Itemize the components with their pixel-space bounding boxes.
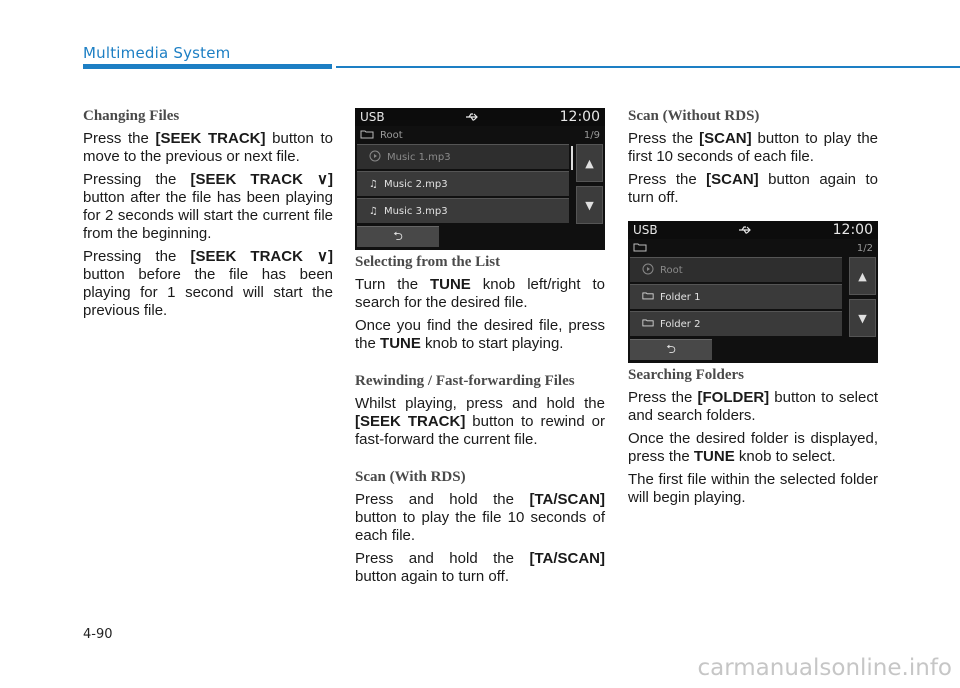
play-circle-icon	[369, 150, 381, 165]
scan-label: [SCAN]	[699, 130, 752, 147]
scroll-buttons	[849, 257, 876, 341]
heading-rewinding: Rewinding / Fast-forwarding Files	[355, 373, 575, 389]
scrollbar[interactable]	[571, 146, 573, 170]
screen-status-bar	[628, 221, 878, 239]
seek-track-label: [SEEK TRACK]	[355, 413, 466, 430]
folder-icon	[633, 242, 647, 255]
source-label: USB	[360, 110, 385, 124]
seek-track-down-label: [SEEK TRACK ∨]	[190, 171, 333, 188]
heading-changing-files: Changing Files	[83, 108, 180, 124]
seek-track-down-label: [SEEK TRACK ∨]	[190, 248, 333, 265]
usb-icon	[465, 110, 479, 124]
folder-icon	[360, 129, 374, 142]
folder-path-bar	[628, 239, 878, 257]
paragraph: Whilst playing, press and hold the [SEEK TRACK] button to rewind or fast-forward the current file.	[355, 395, 605, 448]
folder-icon	[642, 318, 654, 330]
ta-scan-label: [TA/SCAN]	[529, 550, 605, 567]
seek-track-label: [SEEK TRACK]	[155, 130, 266, 147]
music-note-icon: ♫	[369, 178, 378, 190]
usb-folder-list-screen	[628, 221, 878, 363]
page-indicator: 1/2	[856, 242, 873, 254]
column-1	[83, 108, 333, 325]
paragraph: Turn the TUNE knob left/right to search for the desired file.	[355, 276, 605, 311]
usb-file-list-screen	[355, 108, 605, 250]
clock: 12:00	[559, 109, 600, 125]
list-item[interactable]: Root	[630, 257, 842, 282]
paragraph: Press the [SEEK TRACK] button to move to the previous or next file.	[83, 130, 333, 165]
scroll-down-button[interactable]: ▼	[849, 299, 876, 337]
folder-list	[630, 257, 842, 338]
list-item[interactable]: Folder 1	[630, 284, 842, 309]
scroll-up-button[interactable]: ▲	[849, 257, 876, 295]
folder-path-bar	[355, 126, 605, 144]
list-item[interactable]: Folder 2	[630, 311, 842, 336]
paragraph: The first file within the selected folder will begin playing.	[628, 471, 878, 506]
heading-scan-rds: Scan (With RDS)	[355, 469, 466, 485]
play-circle-icon	[642, 263, 654, 278]
scroll-down-button[interactable]: ▼	[576, 186, 603, 224]
file-list	[357, 144, 569, 225]
source-label: USB	[633, 223, 658, 237]
column-2	[355, 108, 605, 591]
paragraph: Press and hold the [TA/SCAN] button to play the file 10 seconds of each file.	[355, 491, 605, 544]
paragraph: Press the [SCAN] button again to turn off.	[628, 171, 879, 206]
tune-label: TUNE	[429, 276, 471, 293]
paragraph: Pressing the [SEEK TRACK ∨] button before the file has been playing for 1 second will start the previous file.	[83, 248, 333, 319]
screen-status-bar	[355, 108, 605, 126]
folder-name: Root	[380, 129, 403, 141]
paragraph: Press the [FOLDER] button to select and search folders.	[628, 389, 879, 424]
heading-searching-folders: Searching Folders	[628, 367, 744, 383]
paragraph: Once the desired folder is displayed, press the TUNE knob to select.	[628, 430, 878, 465]
header-rule-thick	[83, 64, 332, 69]
scroll-up-button[interactable]: ▲	[576, 144, 603, 182]
header-rule-thin	[336, 66, 960, 68]
page-indicator: 1/9	[583, 129, 600, 141]
paragraph: Once you find the desired file, press the TUNE knob to start playing.	[355, 317, 605, 352]
paragraph: Press and hold the [TA/SCAN] button again to turn off.	[355, 550, 605, 585]
back-button[interactable]: ⮌	[357, 226, 439, 247]
page-number: 4-90	[83, 627, 113, 642]
paragraph: Pressing the [SEEK TRACK ∨] button after the file has been playing for 2 seconds will start the current file from the beginning.	[83, 171, 333, 242]
music-note-icon: ♫	[369, 205, 378, 217]
list-item[interactable]: Music 1.mp3	[357, 144, 569, 169]
list-item[interactable]: ♫ Music 2.mp3	[357, 171, 569, 196]
back-button[interactable]: ⮌	[630, 339, 712, 360]
folder-label: [FOLDER]	[697, 389, 770, 406]
usb-icon	[738, 223, 752, 237]
column-3	[628, 108, 878, 512]
scan-label: [SCAN]	[706, 171, 759, 188]
tune-label: TUNE	[693, 448, 735, 465]
watermark: carmanualsonline.info	[697, 655, 952, 681]
folder-icon	[642, 291, 654, 303]
heading-scan-without-rds: Scan (Without RDS)	[628, 108, 760, 124]
clock: 12:00	[832, 222, 873, 238]
list-item[interactable]: ♫ Music 3.mp3	[357, 198, 569, 223]
paragraph: Press the [SCAN] button to play the first 10 seconds of each file.	[628, 130, 878, 165]
section-title: Multimedia System	[83, 44, 231, 62]
heading-selecting-list: Selecting from the List	[355, 254, 501, 270]
scroll-buttons	[576, 144, 603, 228]
tune-label: TUNE	[380, 335, 421, 352]
ta-scan-label: [TA/SCAN]	[529, 491, 605, 508]
